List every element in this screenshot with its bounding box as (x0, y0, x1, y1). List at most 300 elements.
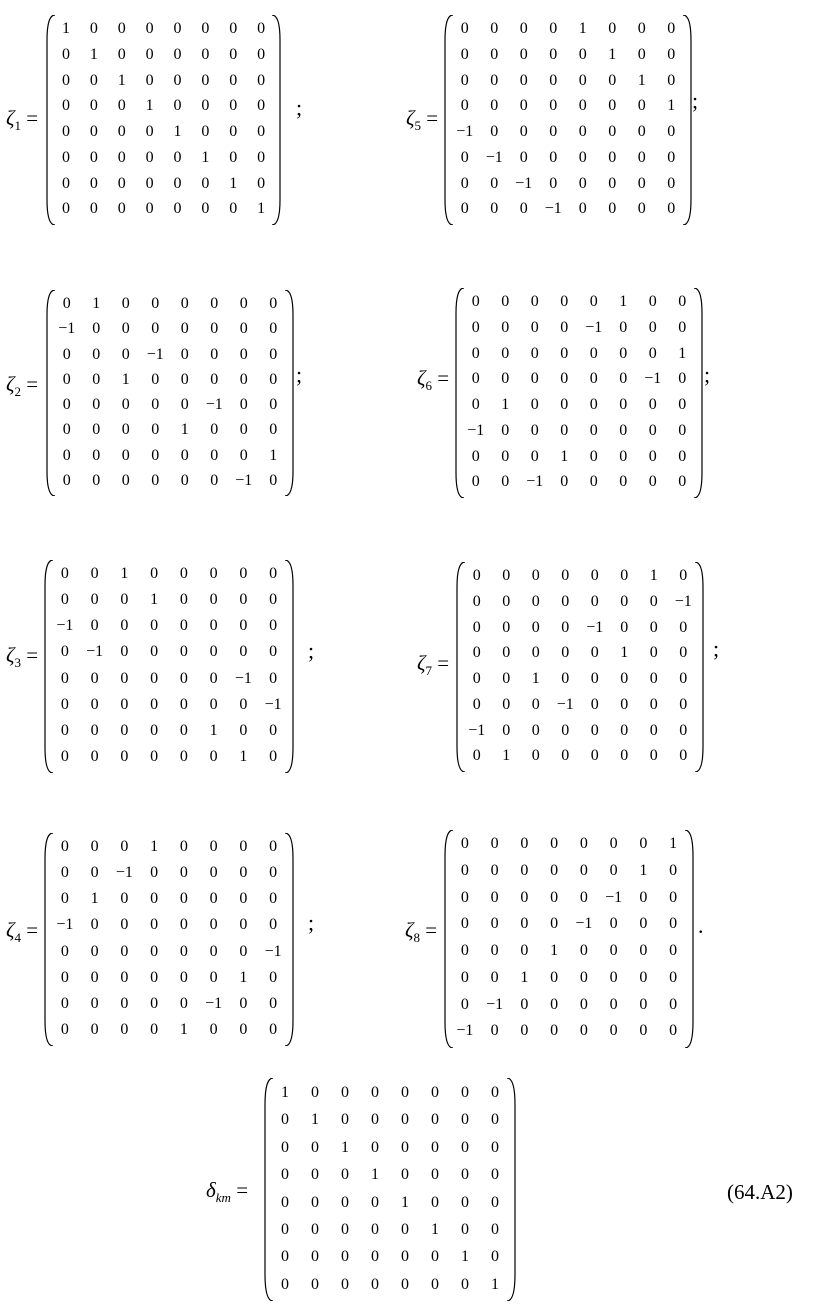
matrix-cell: 0 (620, 567, 629, 584)
matrix (444, 830, 694, 1048)
matrix-cell: 0 (549, 97, 558, 115)
matrix-symbol: ζ (6, 106, 15, 130)
matrix-cell: 1 (61, 20, 70, 37)
matrix-cell: 0 (281, 1166, 289, 1184)
matrix-cell: 0 (667, 174, 676, 192)
matrix-grid (450, 16, 686, 222)
matrix-cell: 0 (648, 447, 657, 465)
matrix-cell: 0 (619, 318, 628, 336)
matrix-cell: −1 (585, 318, 603, 336)
matrix-cell: 0 (669, 995, 678, 1013)
matrix-cell: 1 (461, 1248, 469, 1266)
matrix-cell: 0 (530, 318, 539, 336)
matrix-cell: 0 (649, 695, 658, 713)
matrix-cell: 0 (550, 968, 559, 986)
matrix-cell: 0 (560, 344, 569, 362)
separator-punctuation: ; (692, 88, 699, 113)
matrix-cell: 0 (209, 565, 218, 582)
matrix-cell: 0 (502, 721, 511, 739)
matrix-cell: 0 (431, 1193, 439, 1211)
matrix-cell: 0 (269, 747, 278, 765)
matrix-cell: 0 (121, 421, 130, 439)
matrix-label (406, 106, 438, 134)
matrix-cell: 0 (120, 890, 129, 908)
matrix-cell: 0 (209, 617, 218, 635)
matrix-cell: 0 (491, 1111, 499, 1129)
matrix-cell: 0 (502, 567, 511, 584)
matrix-cell: 0 (490, 174, 499, 192)
matrix-cell: 0 (678, 421, 687, 439)
matrix-cell: 0 (578, 174, 587, 192)
matrix-cell: 0 (620, 747, 629, 765)
matrix-cell: 0 (311, 1220, 319, 1238)
matrix-cell: 0 (520, 915, 529, 933)
matrix-grid (52, 16, 275, 222)
matrix-cell: 0 (460, 20, 469, 37)
matrix-cell: 1 (520, 968, 529, 986)
matrix (456, 562, 704, 772)
matrix-cell: 0 (649, 592, 658, 610)
matrix-cell: 0 (92, 370, 101, 388)
matrix-symbol: ζ (417, 366, 426, 390)
matrix-cell: −1 (526, 473, 544, 491)
matrix-cell: 0 (311, 1193, 319, 1211)
matrix-cell: 0 (549, 148, 558, 166)
matrix-cell: 0 (239, 838, 248, 855)
matrix-cell: 0 (460, 71, 469, 89)
matrix-cell: −1 (467, 421, 485, 439)
matrix (455, 288, 703, 498)
matrix-cell: 1 (637, 71, 646, 89)
matrix-cell: −1 (264, 695, 282, 713)
matrix-cell: 0 (678, 318, 687, 336)
matrix-cell: 1 (257, 200, 266, 218)
matrix-subscript: 2 (14, 384, 22, 400)
matrix-cell: 0 (151, 471, 160, 489)
matrix (444, 15, 692, 225)
matrix-cell: 0 (120, 695, 129, 713)
matrix-cell: 0 (578, 97, 587, 115)
matrix-label (6, 372, 38, 400)
matrix-cell: 0 (210, 345, 219, 363)
matrix-cell: 0 (92, 345, 101, 363)
matrix-cell: 0 (620, 592, 629, 610)
matrix-cell: 0 (637, 97, 646, 115)
matrix-cell: 1 (239, 968, 248, 986)
matrix-cell: 0 (490, 915, 499, 933)
matrix-cell: 0 (530, 293, 539, 310)
matrix-cell: 0 (579, 861, 588, 879)
matrix-cell: 0 (401, 1138, 409, 1156)
matrix-cell: −1 (486, 995, 504, 1013)
matrix-cell: 0 (669, 968, 678, 986)
matrix-cell: 0 (520, 942, 529, 959)
matrix-cell: 0 (637, 174, 646, 192)
matrix-cell: 0 (61, 45, 70, 63)
matrix-cell: 0 (678, 396, 687, 413)
matrix-cell: 0 (609, 861, 618, 879)
matrix-cell: 0 (679, 567, 688, 584)
matrix-cell: 1 (401, 1193, 409, 1211)
matrix-cell: 0 (561, 670, 570, 687)
matrix-cell: 0 (311, 1138, 319, 1156)
equals-sign: = (26, 106, 39, 130)
matrix-cell: 0 (209, 838, 218, 855)
matrix-cell: 0 (150, 565, 159, 582)
matrix-cell: 0 (578, 123, 587, 140)
matrix-cell: 0 (210, 471, 219, 489)
matrix-cell: 0 (179, 643, 188, 661)
matrix-cell: 1 (371, 1166, 379, 1184)
matrix-cell: 0 (667, 45, 676, 63)
matrix-cell: 0 (619, 370, 628, 388)
matrix-cell: 0 (431, 1138, 439, 1156)
matrix-cell: 0 (501, 370, 510, 388)
matrix-cell: 0 (472, 747, 481, 765)
matrix-cell: 0 (281, 1193, 289, 1211)
matrix-cell: 0 (648, 344, 657, 362)
matrix-cell: 0 (501, 473, 510, 491)
matrix-cell: 0 (257, 174, 266, 192)
matrix-subscript: 7 (425, 663, 433, 679)
matrix-cell: 0 (89, 20, 98, 37)
matrix-cell: 0 (120, 617, 129, 635)
matrix-cell: 0 (550, 915, 559, 933)
matrix-cell: 0 (490, 888, 499, 906)
matrix-cell: 0 (490, 123, 499, 140)
matrix-cell: 0 (471, 318, 480, 336)
matrix-cell: 1 (209, 721, 218, 739)
matrix-cell: −1 (575, 915, 593, 933)
matrix-cell: 0 (61, 200, 70, 218)
matrix-cell: 0 (173, 97, 182, 115)
matrix-cell: 0 (209, 942, 218, 960)
matrix-cell: 0 (121, 320, 130, 338)
matrix-cell: 0 (678, 473, 687, 491)
matrix-cell: 0 (145, 71, 154, 89)
matrix-cell: 0 (519, 97, 528, 115)
matrix-cell: 0 (150, 1020, 159, 1038)
matrix-cell: 0 (560, 473, 569, 491)
matrix-subscript: 1 (14, 118, 22, 134)
matrix-cell: 0 (210, 320, 219, 338)
matrix-cell: 0 (173, 71, 182, 89)
matrix-cell: 0 (472, 695, 481, 713)
matrix-cell: 1 (550, 942, 559, 959)
equals-sign: = (437, 651, 450, 675)
matrix-cell: −1 (674, 592, 692, 610)
matrix-cell: 0 (311, 1275, 319, 1293)
matrix (264, 1078, 516, 1301)
matrix-cell: 1 (578, 20, 587, 37)
matrix-cell: 0 (229, 71, 238, 89)
matrix-cell: 1 (89, 45, 98, 63)
equals-sign: = (26, 372, 39, 396)
matrix-cell: 0 (549, 45, 558, 63)
matrix-cell: 0 (151, 396, 160, 413)
matrix-cell: 0 (269, 320, 278, 338)
matrix-cell: 0 (269, 617, 278, 635)
matrix-cell: −1 (644, 370, 662, 388)
matrix-cell: 0 (179, 591, 188, 609)
matrix-cell: 0 (89, 97, 98, 115)
matrix-cell: 0 (239, 643, 248, 661)
matrix-cell: 0 (608, 174, 617, 192)
equals-sign: = (437, 366, 450, 390)
matrix-cell: 0 (431, 1111, 439, 1129)
matrix-cell: 0 (589, 344, 598, 362)
matrix-cell: 0 (180, 396, 189, 413)
matrix-cell: 0 (679, 721, 688, 739)
matrix-cell: 0 (520, 995, 529, 1013)
matrix-cell: 0 (678, 447, 687, 465)
matrix-cell: 0 (209, 890, 218, 908)
matrix-cell: 0 (549, 123, 558, 140)
matrix-cell: 0 (239, 421, 248, 439)
matrix-cell: 0 (92, 396, 101, 413)
matrix-cell: 0 (90, 864, 99, 882)
matrix-cell: 0 (667, 148, 676, 166)
matrix-cell: 0 (637, 20, 646, 37)
matrix-cell: 0 (472, 618, 481, 636)
matrix-cell: 0 (371, 1275, 379, 1293)
matrix-cell: 0 (520, 861, 529, 879)
matrix-cell: 0 (491, 1220, 499, 1238)
matrix-cell: 0 (490, 835, 499, 852)
matrix-cell: 0 (60, 695, 69, 713)
matrix-cell: 0 (519, 71, 528, 89)
matrix-cell: 0 (145, 200, 154, 218)
matrix-cell: 0 (145, 123, 154, 140)
matrix-subscript: 4 (14, 930, 22, 946)
matrix-cell: 0 (269, 471, 278, 489)
matrix-cell: 0 (561, 592, 570, 610)
matrix-subscript: 8 (413, 930, 421, 946)
matrix-cell: 0 (590, 567, 599, 584)
matrix-cell: 0 (531, 618, 540, 636)
matrix-cell: 0 (210, 370, 219, 388)
matrix-cell: 0 (201, 200, 210, 218)
matrix-cell: 0 (239, 591, 248, 609)
matrix-cell: 0 (589, 421, 598, 439)
matrix-cell: 0 (179, 942, 188, 960)
matrix-cell: 0 (229, 123, 238, 140)
matrix-cell: 0 (579, 888, 588, 906)
matrix-cell: 0 (679, 695, 688, 713)
matrix-cell: 0 (649, 721, 658, 739)
matrix-cell: 0 (491, 1166, 499, 1184)
matrix-cell: 0 (648, 396, 657, 413)
matrix-cell: 0 (92, 320, 101, 338)
matrix-cell: 0 (269, 1020, 278, 1038)
matrix-cell: 0 (460, 174, 469, 192)
matrix-cell: 0 (590, 747, 599, 765)
matrix-cell: 0 (589, 473, 598, 491)
matrix-cell: 0 (150, 643, 159, 661)
matrix-cell: 1 (620, 644, 629, 662)
matrix-cell: −1 (115, 864, 133, 882)
matrix-cell: 0 (471, 344, 480, 362)
matrix-cell: 0 (550, 888, 559, 906)
matrix-cell: 0 (472, 567, 481, 584)
matrix-cell: 0 (239, 565, 248, 582)
matrix-cell: −1 (456, 1022, 474, 1040)
matrix-cell: 0 (620, 721, 629, 739)
matrix-cell: 0 (179, 721, 188, 739)
matrix-cell: 0 (649, 644, 658, 662)
matrix-cell: 1 (229, 174, 238, 192)
matrix-cell: 0 (117, 20, 126, 37)
matrix-cell: 0 (471, 396, 480, 413)
matrix-cell: 0 (201, 71, 210, 89)
separator-punctuation: ; (713, 636, 720, 661)
matrix-cell: 0 (117, 200, 126, 218)
matrix (44, 560, 294, 773)
matrix-cell: 0 (60, 1020, 69, 1038)
matrix-cell: 0 (560, 396, 569, 413)
matrix-cell: 0 (608, 123, 617, 140)
matrix-cell: 0 (209, 591, 218, 609)
matrix-cell: 0 (502, 618, 511, 636)
matrix-cell: 0 (281, 1138, 289, 1156)
matrix-cell: 0 (679, 644, 688, 662)
matrix-cell: 0 (491, 1193, 499, 1211)
matrix-cell: 0 (117, 123, 126, 140)
matrix-cell: 0 (490, 71, 499, 89)
matrix-cell: 0 (401, 1248, 409, 1266)
matrix-cell: 0 (239, 1020, 248, 1038)
matrix-cell: 0 (117, 97, 126, 115)
equals-sign: = (426, 106, 439, 130)
matrix-label (417, 651, 449, 679)
matrix-cell: 0 (257, 45, 266, 63)
matrix-cell: 0 (239, 396, 248, 413)
matrix-subscript: 5 (414, 118, 422, 134)
matrix-cell: 1 (639, 861, 648, 879)
matrix-cell: 0 (179, 617, 188, 635)
matrix-cell: 0 (649, 747, 658, 765)
matrix-cell: 0 (550, 1022, 559, 1040)
matrix-cell: 0 (89, 123, 98, 140)
matrix-cell: 1 (431, 1220, 439, 1238)
matrix-cell: 0 (269, 295, 278, 312)
matrix-cell: 0 (648, 293, 657, 310)
matrix-symbol: ζ (406, 106, 415, 130)
matrix-cell: 1 (120, 565, 129, 582)
matrix-cell: 0 (401, 1220, 409, 1238)
matrix-cell: 1 (173, 123, 182, 140)
matrix-cell: 0 (229, 200, 238, 218)
matrix-cell: 0 (401, 1275, 409, 1293)
matrix-cell: 0 (639, 888, 648, 906)
matrix-cell: 1 (678, 344, 687, 362)
matrix-cell: 0 (257, 148, 266, 166)
matrix-cell: 1 (619, 293, 628, 310)
matrix-cell: 0 (120, 1020, 129, 1038)
matrix-cell: 0 (471, 473, 480, 491)
matrix-cell: 0 (461, 1084, 469, 1101)
matrix-cell: 0 (431, 1248, 439, 1266)
matrix-cell: 0 (639, 915, 648, 933)
matrix-cell: 0 (341, 1166, 349, 1184)
matrix-cell: 0 (460, 148, 469, 166)
matrix-cell: 0 (560, 370, 569, 388)
matrix-cell: 0 (608, 20, 617, 37)
matrix-cell: 0 (639, 995, 648, 1013)
matrix-cell: 0 (679, 618, 688, 636)
matrix-cell: 0 (560, 421, 569, 439)
matrix-cell: 0 (179, 669, 188, 687)
matrix-cell: 0 (502, 695, 511, 713)
matrix-cell: 0 (669, 888, 678, 906)
matrix-cell: 0 (61, 123, 70, 140)
matrix-grid (270, 1079, 510, 1298)
matrix-cell: 0 (471, 370, 480, 388)
matrix-cell: 0 (461, 1111, 469, 1129)
matrix-cell: 0 (92, 471, 101, 489)
matrix-cell: 0 (502, 644, 511, 662)
matrix-cell: 0 (401, 1084, 409, 1101)
matrix-cell: 0 (150, 942, 159, 960)
matrix-cell: 0 (269, 669, 278, 687)
matrix-cell: 0 (341, 1193, 349, 1211)
matrix-cell: 0 (239, 320, 248, 338)
matrix-cell: 0 (637, 45, 646, 63)
matrix-cell: 0 (90, 916, 99, 934)
matrix-subscript: 3 (14, 655, 22, 671)
matrix-cell: 0 (210, 295, 219, 312)
matrix-cell: 0 (590, 695, 599, 713)
matrix-cell: 1 (180, 421, 189, 439)
separator-punctuation: ; (296, 362, 303, 387)
matrix-cell: 0 (519, 45, 528, 63)
matrix-cell: 0 (201, 97, 210, 115)
matrix-cell: 0 (530, 344, 539, 362)
matrix-cell: 0 (239, 295, 248, 312)
matrix-cell: 0 (669, 942, 678, 959)
matrix-cell: 0 (239, 721, 248, 739)
matrix-cell: 0 (579, 835, 588, 852)
matrix-cell: −1 (544, 200, 562, 218)
matrix-cell: −1 (556, 695, 574, 713)
matrix-cell: 0 (590, 670, 599, 687)
matrix-cell: 0 (502, 592, 511, 610)
matrix-cell: 0 (608, 71, 617, 89)
matrix-cell: 0 (578, 45, 587, 63)
matrix-cell: 0 (472, 670, 481, 687)
matrix-cell: 0 (210, 421, 219, 439)
matrix-cell: 0 (371, 1220, 379, 1238)
matrix-cell: 0 (269, 968, 278, 986)
matrix-subscript: 6 (425, 378, 433, 394)
matrix-cell: 0 (180, 320, 189, 338)
matrix-cell: 0 (461, 1138, 469, 1156)
matrix-cell: 0 (561, 747, 570, 765)
matrix-cell: 0 (150, 890, 159, 908)
matrix (46, 15, 281, 225)
matrix-cell: 0 (560, 318, 569, 336)
matrix-cell: 0 (121, 446, 130, 464)
matrix-cell: 0 (608, 200, 617, 218)
matrix-cell: 0 (257, 20, 266, 37)
matrix-cell: 0 (460, 888, 469, 906)
separator-punctuation: ; (704, 362, 711, 387)
matrix-cell: 0 (667, 123, 676, 140)
matrix-cell: 0 (530, 421, 539, 439)
matrix-cell: 0 (257, 123, 266, 140)
matrix-cell: 0 (150, 864, 159, 882)
matrix-cell: 0 (209, 669, 218, 687)
